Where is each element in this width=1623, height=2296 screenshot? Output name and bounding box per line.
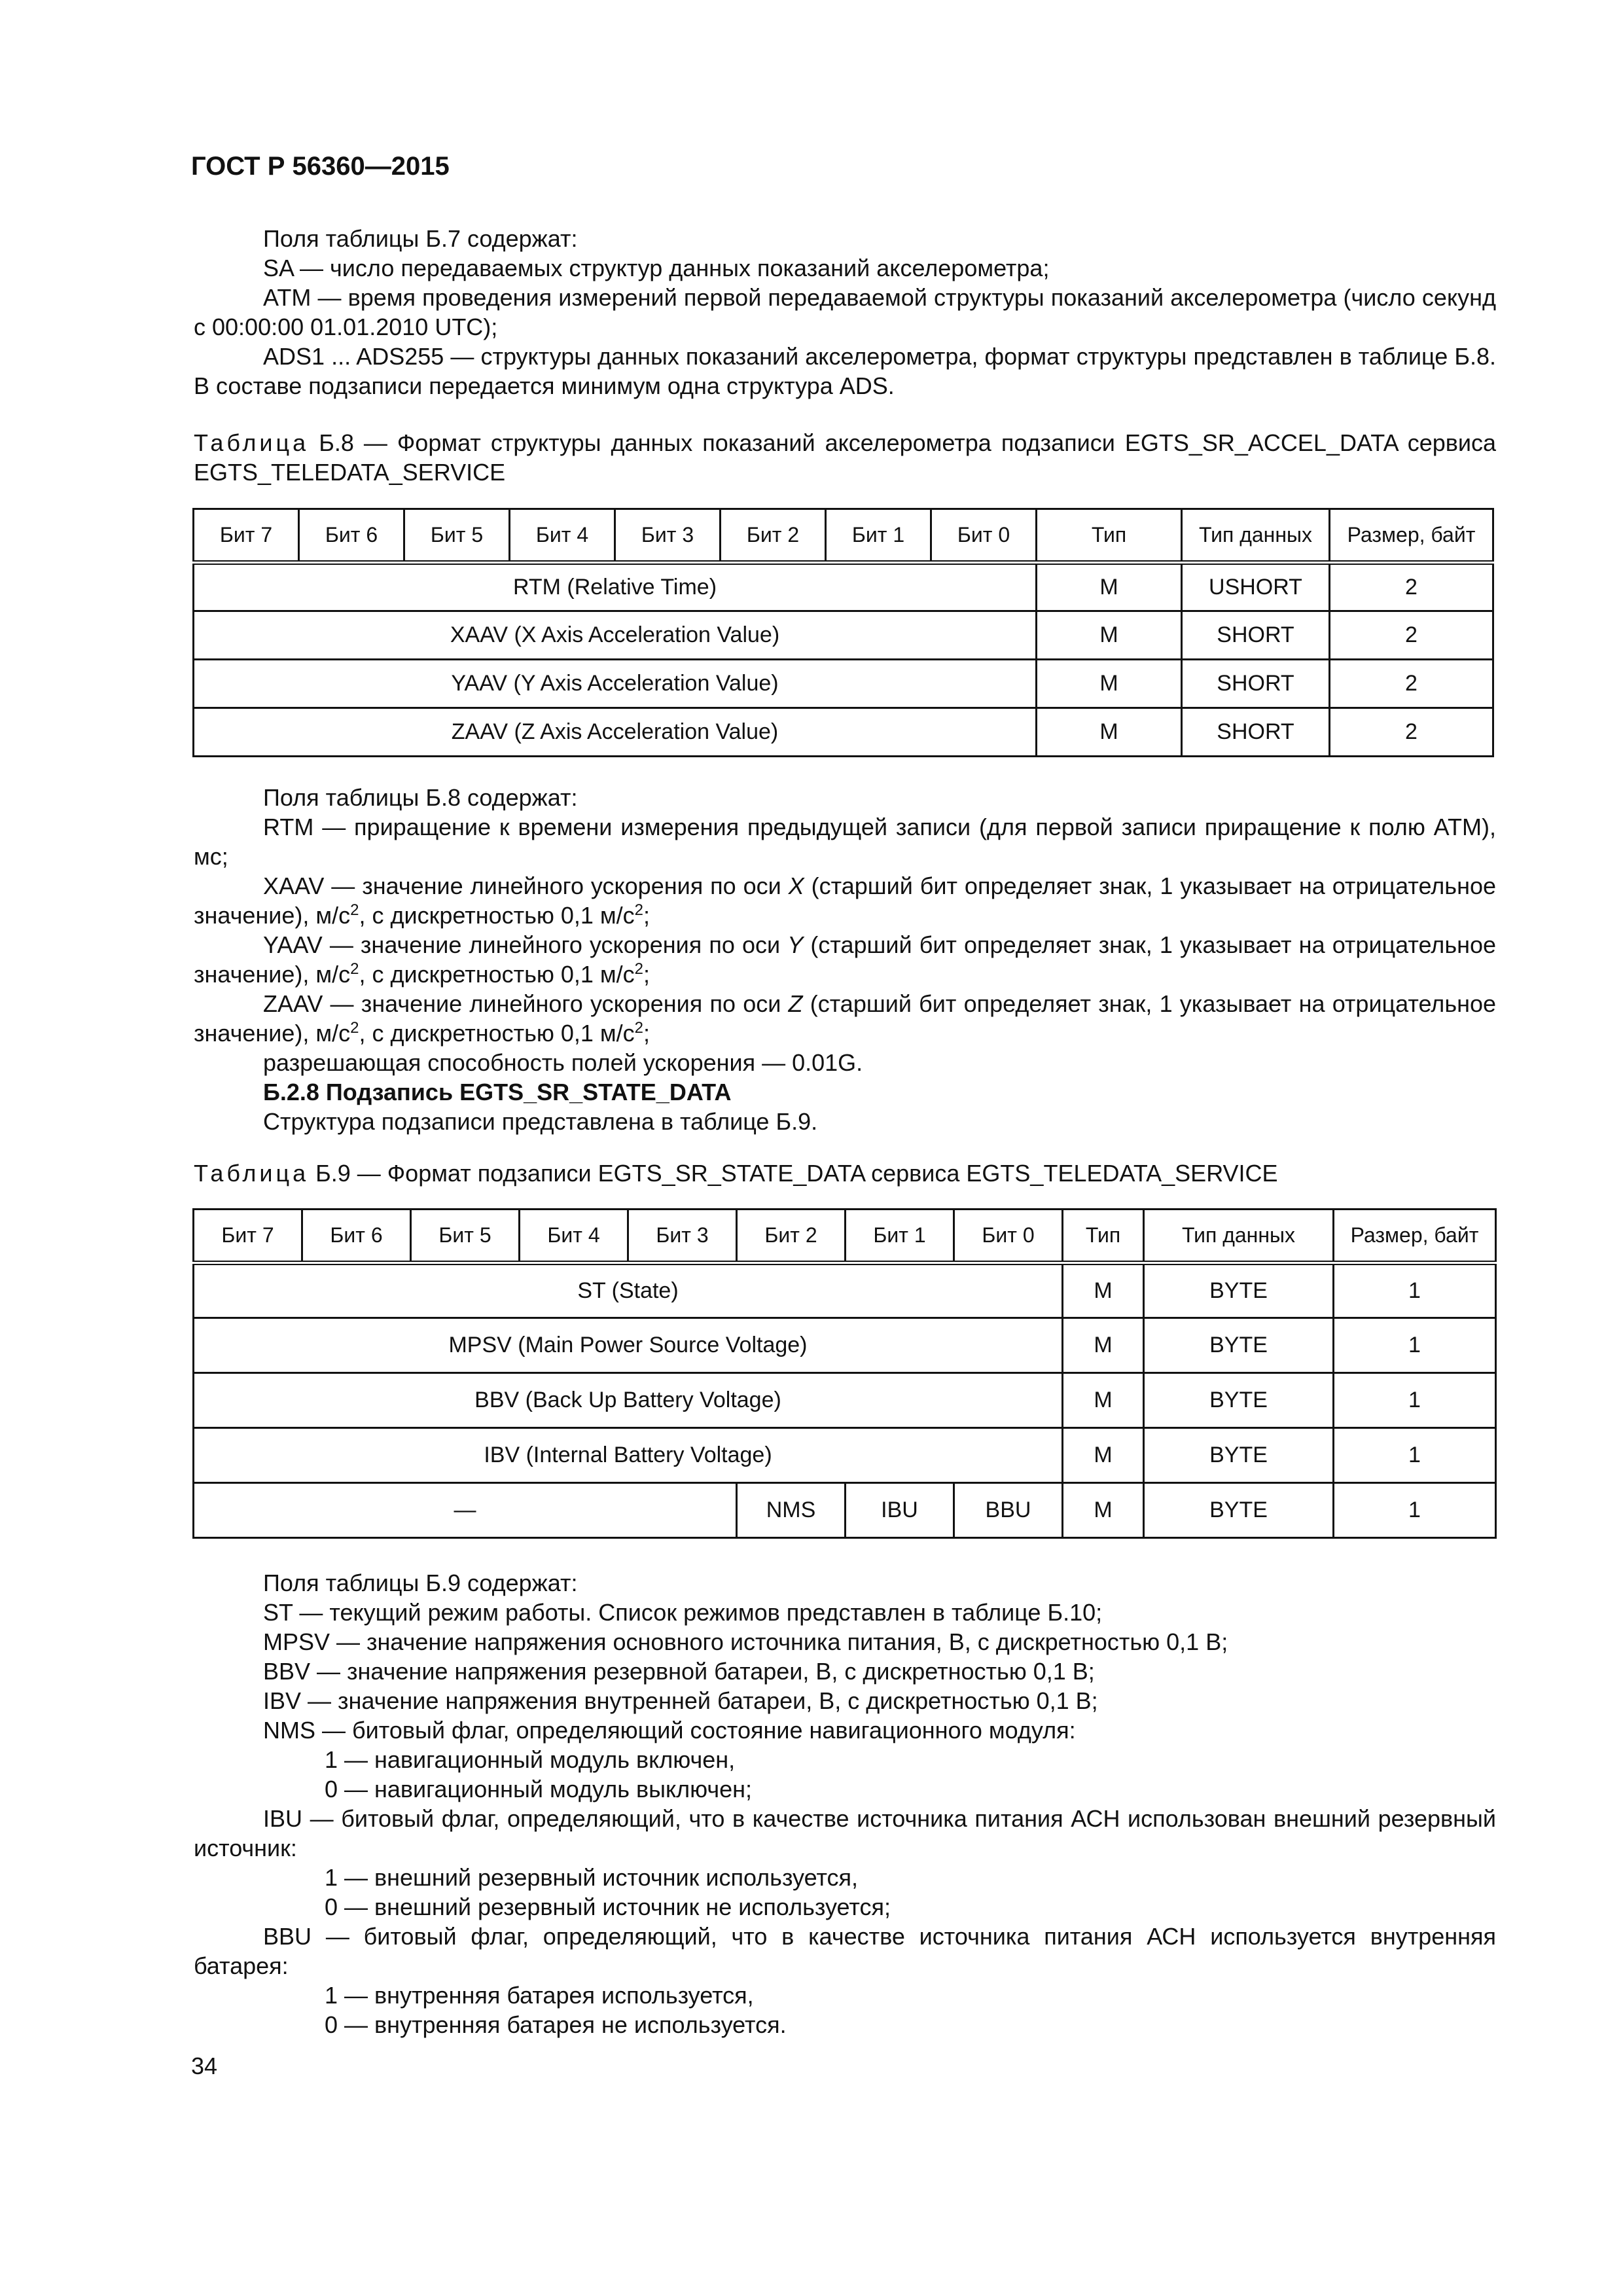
fields8-xaav: XAAV — значение линейного ускорения по оси X (старший бит определяет знак, 1 указывает на отрицательное значение), $м/с^2$, с дискретностью 0,1 $м/с^2$; [194,872,1496,929]
type-cell: M [1037,660,1182,708]
intro-atm: ATM — время проведения измерений первой передаваемой структуры показаний акселерометра (число секунд с 00:00:00 01.01.2010 UTC); [194,284,1496,340]
fields8-zaav: ZAAV — значение линейного ускорения по оси Z (старший бит определяет знак, 1 указывает на отрицательное значение), $м/с^2$, с дискретностью 0,1 $м/с^2$; [194,990,1496,1047]
size-cell: 1 [1334,1428,1496,1483]
dtype-cell: BYTE [1144,1373,1334,1428]
intro-sa: SA — число передаваемых структур данных показаний акселерометра; [263,255,1050,281]
fields9-nms-off: 0 — навигационный модуль выключен; [325,1776,753,1803]
caption-text: Б.9 — Формат подзаписи EGTS_SR_STATE_DATA сервиса EGTS_TELEDATA_SERVICE [309,1160,1278,1187]
dtype-cell: SHORT [1182,660,1330,708]
header-cell: Тип данных [1144,1210,1334,1263]
field-name-cell: BBV (Back Up Battery Voltage) [194,1373,1063,1428]
table-b8 [192,508,1494,757]
field-name-cell: ZAAV (Z Axis Acceleration Value) [194,708,1037,757]
field-name-cell: XAAV (X Axis Acceleration Value) [194,611,1037,660]
header-cell: Бит 3 [628,1210,737,1263]
bbu-cell: BBU [954,1483,1063,1538]
table-row [194,563,1493,611]
type-cell: M [1063,1428,1144,1483]
table8-caption [194,428,1496,487]
type-cell: M [1037,611,1182,660]
header-cell: Бит 5 [404,509,510,563]
fields8-yaav: YAAV — значение линейного ускорения по оси Y (старший бит определяет знак, 1 указывает на отрицательное значение), $м/с^2$, с дискретностью 0,1 $м/с^2$; [194,931,1496,988]
field-name-cell: ST (State) [194,1263,1063,1318]
standard-header: ГОСТ Р 56360—2015 [191,152,450,181]
header-cell: Бит 2 [737,1210,846,1263]
fields9-bbv: BBV — значение напряжения резервной батареи, В, с дискретностью 0,1 В; [263,1658,1095,1685]
table-row [194,1263,1496,1318]
dtype-cell: BYTE [1144,1318,1334,1373]
nms-cell: NMS [737,1483,846,1538]
table-row [194,1483,1496,1538]
intro-ads: ADS1 ... ADS255 — структуры данных показаний акселерометра, формат структуры представлен в таблице Б.8. В составе подзаписи передается минимум одна структура ADS. [194,343,1496,399]
intro-line: Поля таблицы Б.7 содержат: [263,225,578,252]
table-row [194,1318,1496,1373]
table-row [194,611,1493,660]
header-cell: Размер, байт [1330,509,1493,563]
fields8-intro: Поля таблицы Б.8 содержат: [263,784,578,811]
fields9-bbu-off: 0 — внутренняя батарея не используется. [325,2011,787,2038]
header-cell: Бит 2 [721,509,826,563]
type-cell: M [1063,1263,1144,1318]
intro-block [194,224,1496,401]
header-cell: Тип [1063,1210,1144,1263]
header-cell: Тип [1037,509,1182,563]
fields8-resolution: разрешающая способность полей ускорения — 0.01G. [263,1049,863,1076]
type-cell: M [1063,1318,1144,1373]
table9-caption [194,1158,1496,1188]
fields9-intro: Поля таблицы Б.9 содержат: [263,1570,578,1596]
table-row [194,708,1493,757]
fields9-st: ST — текущий режим работы. Список режимов представлен в таблице Б.10; [263,1599,1103,1626]
header-cell: Бит 6 [299,509,404,563]
type-cell: M [1063,1373,1144,1428]
fields9-bbu: BBU — битовый флаг, определяющий, что в качестве источника питания АСН используется внутренняя батарея: [194,1923,1496,1979]
reserved-cell: — [194,1483,737,1538]
dtype-cell: USHORT [1182,563,1330,611]
table-row [194,1373,1496,1428]
header-cell: Бит 0 [931,509,1037,563]
type-cell: M [1063,1483,1144,1538]
header-cell: Бит 4 [520,1210,628,1263]
type-cell: M [1037,708,1182,757]
header-cell: Бит 1 [846,1210,954,1263]
header-cell: Размер, байт [1334,1210,1496,1263]
struct-note: Структура подзаписи представлена в таблице Б.9. [263,1108,818,1135]
header-cell: Тип данных [1182,509,1330,563]
caption-lead: Таблица [194,1160,310,1187]
size-cell: 1 [1334,1318,1496,1373]
dtype-cell: BYTE [1144,1263,1334,1318]
table-header-row [194,509,1493,563]
fields9-nms-on: 1 — навигационный модуль включен, [325,1746,736,1773]
table-b9 [192,1208,1497,1539]
fields9-bbu-on: 1 — внутренняя батарея используется, [325,1982,754,2009]
fields9-ibu: IBU — битовый флаг, определяющий, что в качестве источника питания АСН использован внешний резервный источник: [194,1805,1496,1861]
dtype-cell: SHORT [1182,611,1330,660]
fields9-ibu-off: 0 — внешний резервный источник не используется; [325,1893,891,1920]
size-cell: 2 [1330,611,1493,660]
table-row [194,1428,1496,1483]
fields9-ibu-on: 1 — внешний резервный источник используется, [325,1864,859,1891]
size-cell: 2 [1330,563,1493,611]
header-cell: Бит 7 [194,1210,302,1263]
fields9-nms: NMS — битовый флаг, определяющий состояние навигационного модуля: [263,1717,1076,1744]
fields9-block [194,1568,1496,2039]
field-name-cell: YAAV (Y Axis Acceleration Value) [194,660,1037,708]
header-cell: Бит 3 [615,509,721,563]
fields9-ibv: IBV — значение напряжения внутренней батареи, В, с дискретностью 0,1 В; [263,1687,1098,1714]
size-cell: 1 [1334,1263,1496,1318]
header-cell: Бит 0 [954,1210,1063,1263]
header-cell: Бит 4 [510,509,615,563]
table-row [194,660,1493,708]
size-cell: 2 [1330,660,1493,708]
fields8-block [194,783,1496,1136]
dtype-cell: SHORT [1182,708,1330,757]
size-cell: 2 [1330,708,1493,757]
page-number: 34 [191,2053,218,2079]
caption-lead: Таблица [194,429,310,456]
header-cell: Бит 1 [826,509,931,563]
dtype-cell: BYTE [1144,1428,1334,1483]
field-name-cell: IBV (Internal Battery Voltage) [194,1428,1063,1483]
field-name-cell: RTM (Relative Time) [194,563,1037,611]
size-cell: 1 [1334,1373,1496,1428]
fields8-rtm: RTM — приращение к времени измерения предыдущей записи (для первой записи приращение к полю ATM), мс; [194,814,1496,870]
header-cell: Бит 6 [302,1210,411,1263]
dtype-cell: BYTE [1144,1483,1334,1538]
fields9-mpsv: MPSV — значение напряжения основного источника питания, В, с дискретностью 0,1 В; [263,1628,1228,1655]
section-heading: Б.2.8 Подзапись EGTS_SR_STATE_DATA [263,1079,732,1105]
field-name-cell: MPSV (Main Power Source Voltage) [194,1318,1063,1373]
header-cell: Бит 7 [194,509,299,563]
table-header-row [194,1210,1496,1263]
ibu-cell: IBU [846,1483,954,1538]
size-cell: 1 [1334,1483,1496,1538]
header-cell: Бит 5 [411,1210,520,1263]
type-cell: M [1037,563,1182,611]
caption-text: Б.8 — Формат структуры данных показаний акселерометра подзаписи EGTS_SR_ACCEL_DATA сервиса EGTS_TELEDATA_SERVICE [194,429,1496,486]
